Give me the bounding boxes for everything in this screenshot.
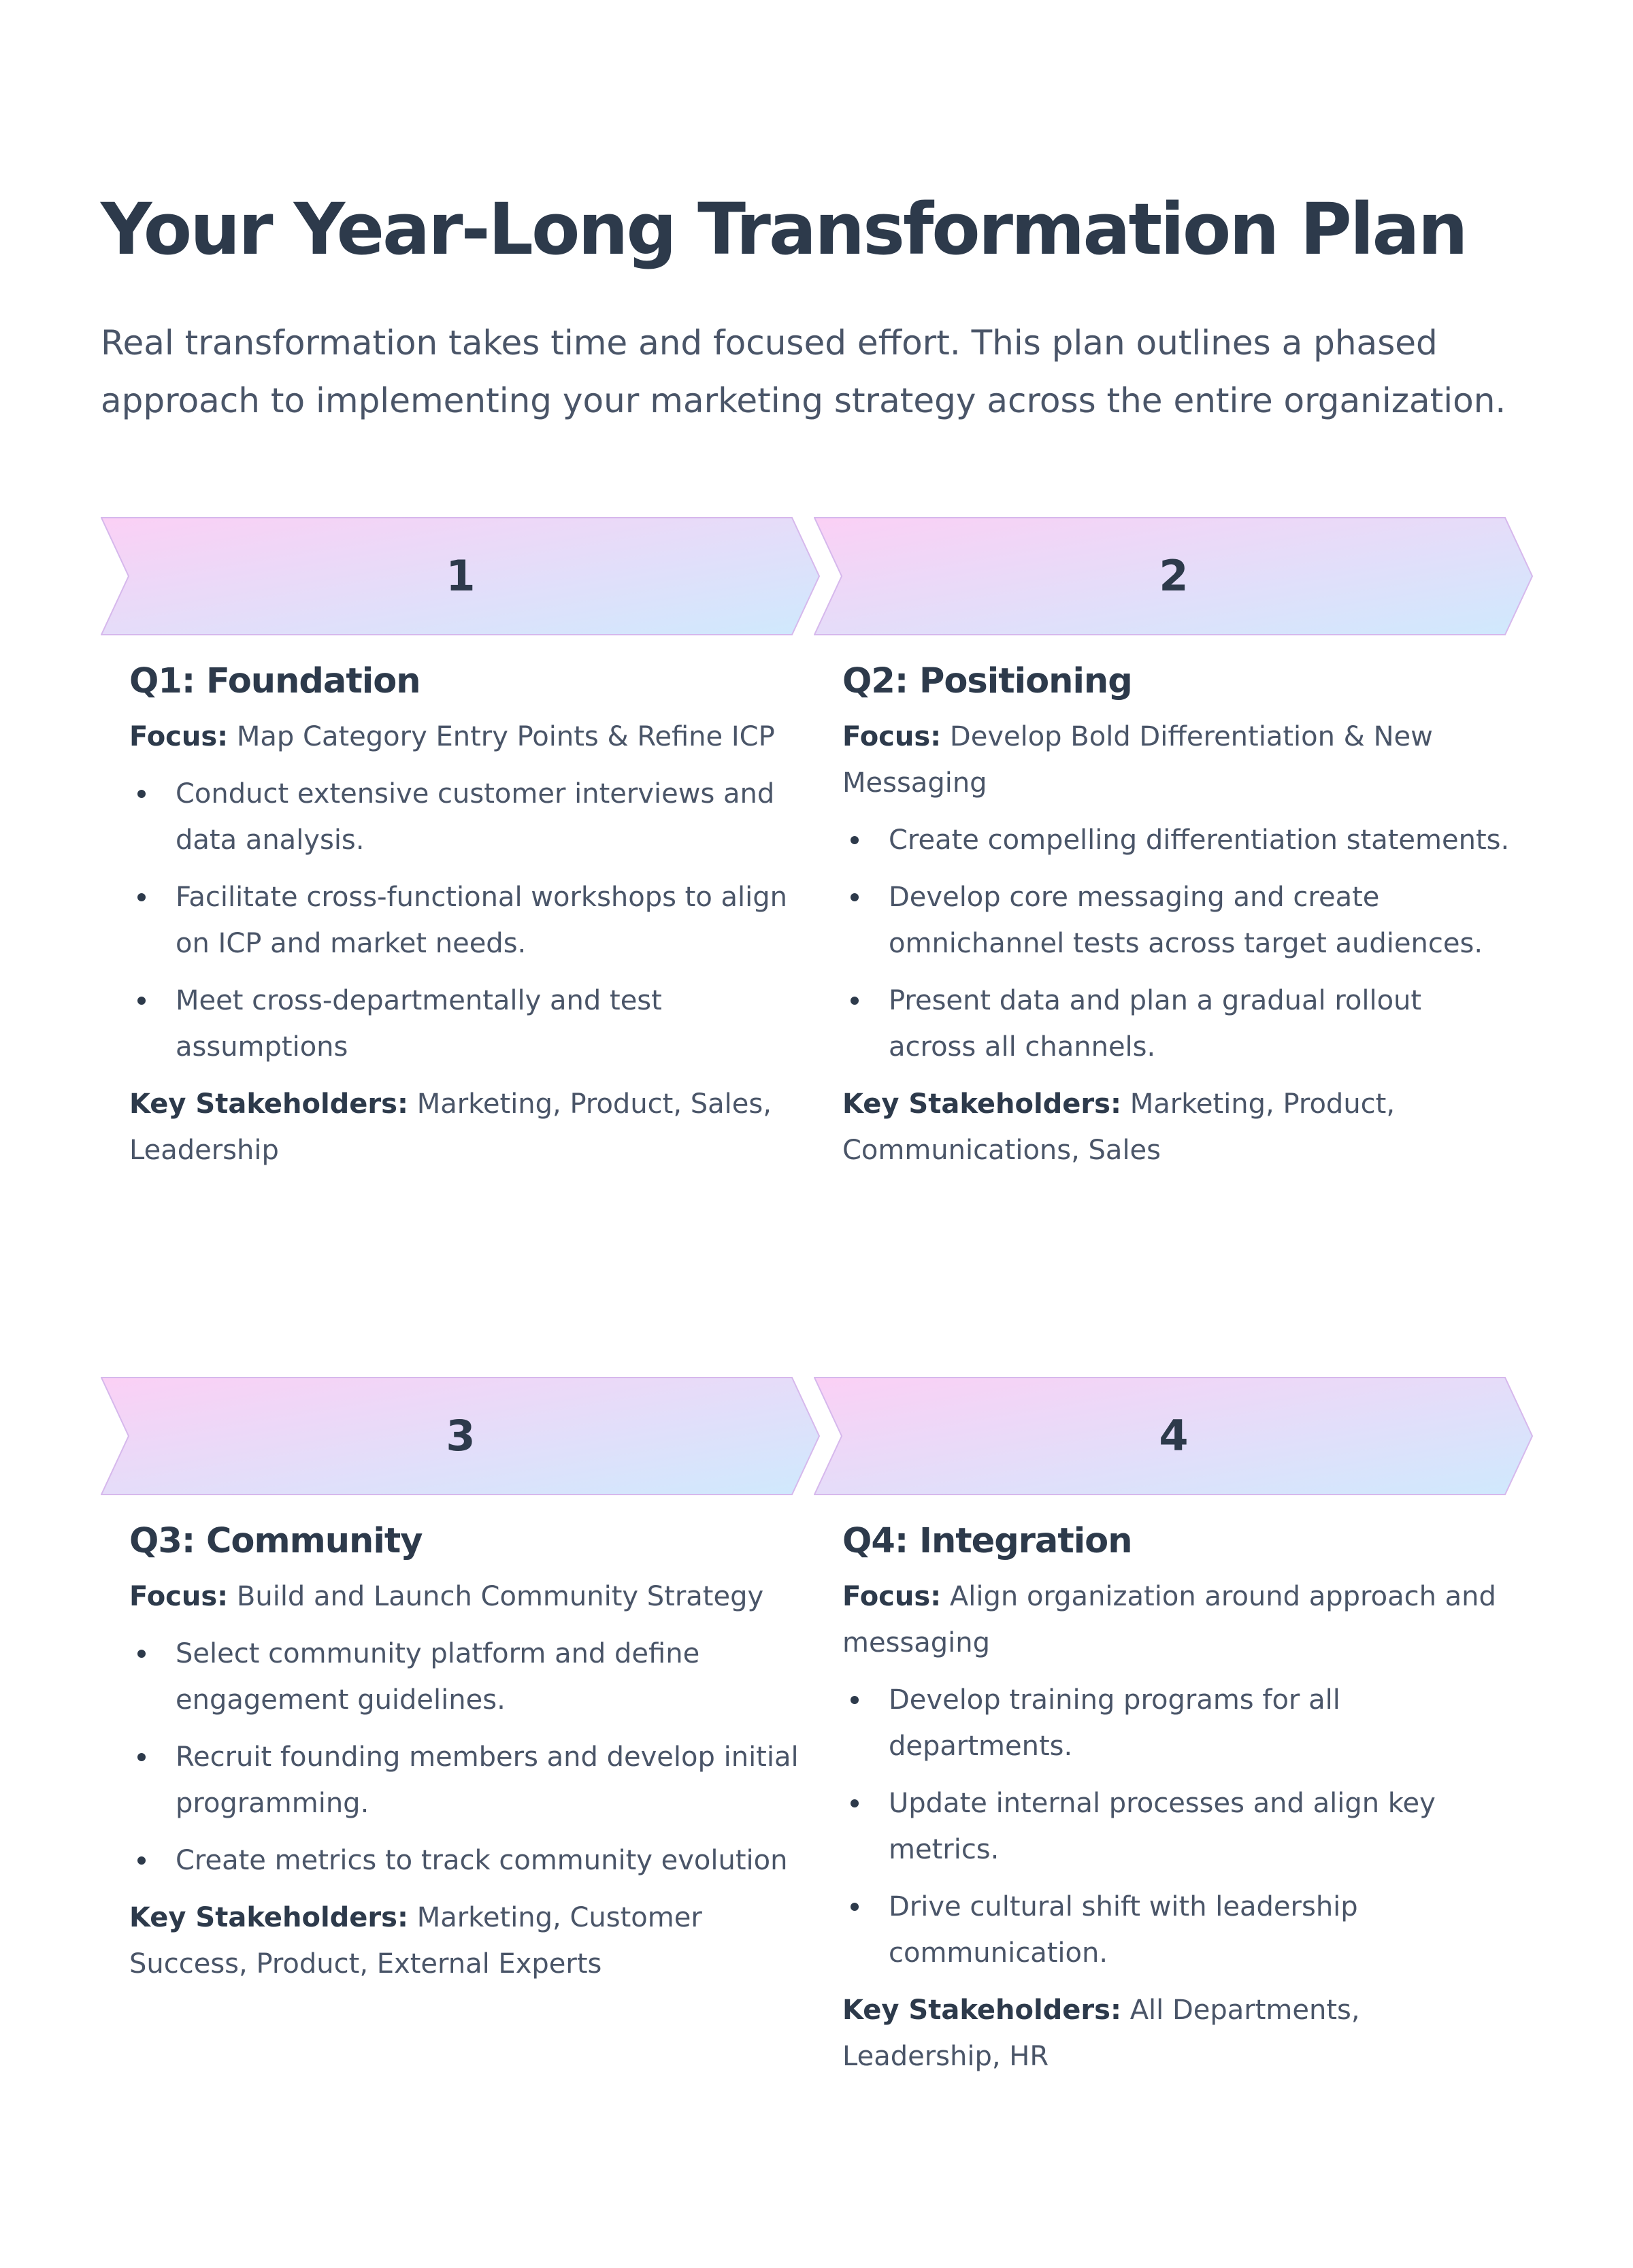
stakeholders-label: Key Stakeholders:: [129, 1088, 408, 1120]
list-item: [842, 1677, 1513, 1769]
stakeholders-label: Key Stakeholders:: [842, 1995, 1121, 2026]
list-item: [842, 978, 1513, 1070]
list-item-text: Develop core messaging and create omnichannel tests across target audiences.: [889, 882, 1483, 959]
phase-title: Q2: Positioning: [842, 661, 1132, 701]
list-item: [129, 1631, 799, 1723]
bullet-dot-icon: [137, 893, 146, 901]
list-item: [842, 874, 1513, 967]
list-item: [842, 817, 1513, 863]
list-item: [129, 978, 799, 1070]
phase-2: [814, 517, 1534, 1166]
phase-title: Q3: Community: [129, 1521, 423, 1561]
phase-focus: [842, 714, 1513, 806]
list-item-text: Create compelling differentiation statements.: [889, 824, 1510, 856]
list-item: [129, 1837, 799, 1884]
phase-stakeholders: [129, 1895, 799, 1987]
focus-label: Focus:: [842, 1581, 942, 1612]
bullet-dot-icon: [851, 997, 859, 1005]
phase-2-chevron: [814, 517, 1534, 635]
bullet-dot-icon: [851, 1696, 859, 1704]
list-item-text: Drive cultural shift with leadership communication.: [889, 1891, 1358, 1969]
bullet-dot-icon: [137, 1650, 146, 1658]
bullet-dot-icon: [851, 1799, 859, 1807]
list-item-text: Present data and plan a gradual rollout across all channels.: [889, 985, 1422, 1063]
page: [101, 0, 1536, 2268]
phase-number: 1: [446, 551, 476, 601]
bullet-dot-icon: [137, 997, 146, 1005]
list-item: [842, 1884, 1513, 1976]
focus-label: Focus:: [842, 721, 942, 752]
phase-bullet-list: [129, 771, 799, 1070]
stakeholders-text: Marketing, Product, Communications, Sales: [842, 1088, 1396, 1166]
bullet-dot-icon: [137, 1753, 146, 1761]
phase-2-content: [842, 653, 1513, 1173]
intro-paragraph: Real transformation takes time and focused effort. This plan outlines a phased approach to implementing your marketing strategy across the entire organization.: [101, 323, 1506, 420]
stakeholders-text: Marketing, Product, Sales, Leadership: [129, 1088, 772, 1166]
focus-label: Focus:: [129, 1581, 229, 1612]
phase-4: [814, 1377, 1534, 2072]
stakeholders-label: Key Stakeholders:: [842, 1088, 1121, 1120]
phase-3-content: [129, 1513, 799, 1987]
phase-stakeholders: [842, 1081, 1513, 1173]
phase-bullet-list: [842, 1677, 1513, 1976]
phase-focus: [842, 1573, 1513, 1666]
bullet-dot-icon: [851, 1903, 859, 1911]
stakeholders-text: All Departments, Leadership, HR: [842, 1995, 1360, 2072]
phase-number: 4: [1159, 1411, 1189, 1461]
list-item-text: Meet cross-departmentally and test assumptions: [176, 985, 662, 1063]
phase-bullet-list: [842, 817, 1513, 1070]
list-item: [129, 874, 799, 967]
phase-4-content: [842, 1513, 1513, 2080]
phase-4-chevron: [814, 1377, 1534, 1495]
focus-text: Develop Bold Differentiation & New Messaging: [842, 721, 1433, 799]
list-item: [842, 1780, 1513, 1873]
phase-bullet-list: [129, 1631, 799, 1884]
list-item-text: Facilitate cross-functional workshops to align on ICP and market needs.: [176, 882, 788, 959]
phase-focus: [129, 714, 799, 760]
list-item: [129, 1734, 799, 1827]
list-item: [129, 771, 799, 863]
focus-text: Map Category Entry Points & Refine ICP: [236, 721, 775, 752]
list-item-text: Create metrics to track community evolution: [176, 1845, 788, 1876]
focus-text: Build and Launch Community Strategy: [236, 1581, 764, 1612]
phase-title: Q4: Integration: [842, 1521, 1132, 1561]
phase-stakeholders: [842, 1987, 1513, 2080]
phase-title: Q1: Foundation: [129, 661, 420, 701]
phase-number: 2: [1159, 551, 1189, 601]
list-item-text: Conduct extensive customer interviews and data analysis.: [176, 778, 775, 856]
focus-text: Align organization around approach and messaging: [842, 1581, 1496, 1658]
phase-1-chevron: [101, 517, 821, 635]
bullet-dot-icon: [851, 893, 859, 901]
list-item-text: Select community platform and define engagement guidelines.: [176, 1638, 700, 1716]
phase-1: [101, 517, 821, 1166]
stakeholders-text: Marketing, Customer Success, Product, External Experts: [129, 1902, 702, 1980]
stakeholders-label: Key Stakeholders:: [129, 1902, 408, 1933]
phase-focus: [129, 1573, 799, 1620]
list-item-text: Update internal processes and align key metrics.: [889, 1788, 1436, 1865]
phase-stakeholders: [129, 1081, 799, 1173]
bullet-dot-icon: [137, 790, 146, 798]
phase-3: [101, 1377, 821, 1980]
page-title: Your Year-Long Transformation Plan: [101, 188, 1466, 271]
focus-label: Focus:: [129, 721, 229, 752]
list-item-text: Recruit founding members and develop initial programming.: [176, 1741, 799, 1819]
phase-number: 3: [446, 1411, 476, 1461]
list-item-text: Develop training programs for all departments.: [889, 1684, 1340, 1762]
phase-1-content: [129, 653, 799, 1173]
bullet-dot-icon: [137, 1856, 146, 1865]
phase-3-chevron: [101, 1377, 821, 1495]
bullet-dot-icon: [851, 836, 859, 844]
